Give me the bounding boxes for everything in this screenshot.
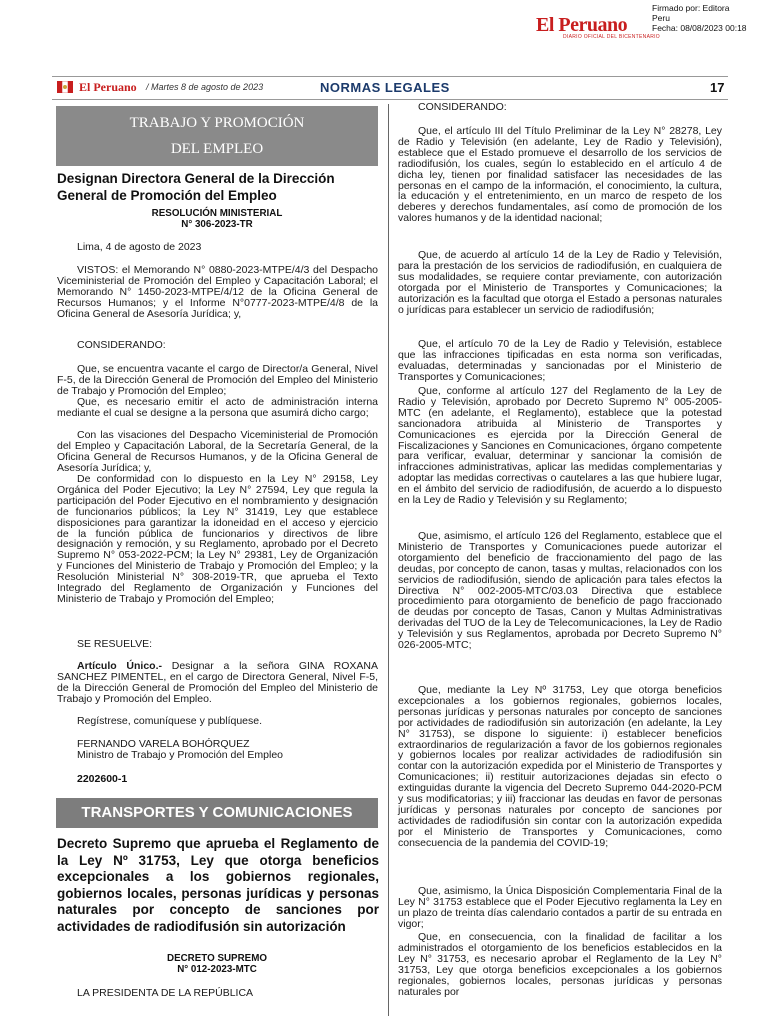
section-banner-trabajo <box>56 106 378 166</box>
resolution-number: N° 306-2023-TR <box>181 219 253 230</box>
signer-role: Ministro de Trabajo y Promoción del Empleo <box>77 749 284 761</box>
publication-code: 2202600-1 <box>77 773 128 785</box>
decree-number: N° 012-2023-MTC <box>177 964 257 975</box>
resolution-date: Lima, 4 de agosto de 2023 <box>77 241 202 253</box>
page-number: 17 <box>710 80 725 95</box>
se-resuelve-label: SE RESUELVE: <box>77 638 153 650</box>
signer-name: FERNANDO VARELA BOHÓRQUEZ <box>77 738 250 750</box>
header-date: / Martes 8 de agosto de 2023 <box>146 82 264 92</box>
vistos-paragraph: VISTOS: el Memorando N° 0880-2023-MTPE/4/3 del Despacho Viceministerial de Promoción del Empleo y Capacitación Laboral; el Memorando N° 1450-2023-MTPE/4/12 de la Oficina General de Recursos Humanos; y el Informe N°0777-2023-MTPE/4/8 de la Oficina General de Asesoría Jurídica; y, <box>57 264 378 320</box>
presidenta-line: LA PRESIDENTA DE LA REPÚBLICA <box>77 987 254 999</box>
el-peruano-tagline: DIARIO OFICIAL DEL BICENTENARIO <box>563 34 660 40</box>
decree-label: DECRETO SUPREMO <box>167 953 267 964</box>
article-unico-label: Artículo Único.- <box>77 660 162 672</box>
digital-signature <box>652 3 747 33</box>
column-divider <box>388 104 389 1016</box>
left-paragraph-2: Que, es necesario emitir el acto de administración interna mediante el cual se designe a la persona que asumirá dicho cargo; <box>57 396 378 419</box>
right-paragraph-6: Que, mediante la Ley Nº 31753, Ley que otorga beneficios excepcionales a los gobiernos regionales, gobiernos locales, personas jurídicas y personas naturales por concepto de sanciones por actividades de radiodifusión sin autorización (en adelante, la Ley N° 31753), se dispone lo siguiente: i) establecer beneficios extraordinarios de regularización a favor de los gobiernos regionales y gobiernos locales por realizar actividades de radiodifusión sin contar con la autorización expedida por el Ministerio de Transportes y Comunicaciones; ii) restituir autorizaciones dejadas sin efecto o extinguidas durante la vigencia del Decreto Supremo 044-2020-PCM y sus modificatorias; y iii) fraccionar las deudas en favor de personas jurídicas y personas naturales por concepto de sanciones por actividades de radiodifusión sin contar con la autorización expedida por el Ministerio de Transportes y Comunicaciones, como consecuencia de la pandemia del COVID-19; <box>398 684 722 849</box>
right-paragraph-1: Que, el artículo III del Título Preliminar de la Ley N° 28278, Ley de Radio y Televisión (en adelante, Ley de Radio y Televisión), establece que el Estado promueve el desarrollo de los servicios de radiodifusión, los cuales, según lo establecido en el artículo 4 de dicha ley, tienen por finalidad satisfacer las necesidades de las personas en el campo de la información, el conocimiento, la cultura, la educación y el entretenimiento, en un marco de respeto de los deberes y derechos fundamentales, así como de promoción de los valores humanos y de la identidad nacional; <box>398 125 722 225</box>
article-unico-paragraph <box>57 661 378 705</box>
right-paragraph-3: Que, el artículo 70 de la Ley de Radio y Televisión, establece que las infracciones tipificadas en esta norma son verificadas, evaluadas, determinadas y sancionadas por el Ministerio de Transportes y Comunicaciones; <box>398 338 722 383</box>
left-paragraph-4: De conformidad con lo dispuesto en la Ley N° 29158, Ley Orgánica del Poder Ejecutivo; la Ley N° 27594, Ley que regula la participación del Poder Ejecutivo en el nombramiento y designación de funcionarios públicos; la Ley N° 31419, Ley que establece disposiciones para garantizar la idoneidad en el acceso y ejercicio de la función pública de funcionarios y directivos de libre designación y remoción, y su Reglamento, aprobado por el Decreto Supremo N° 053-2022-PCM; la Ley N° 29381, Ley de Organización y Funciones del Ministerio de Trabajo y Promoción del Empleo; y la Resolución Ministerial N° 308-2019-TR, que aprueba el Texto Integrado del Reglamento de Organización y Funciones del Ministerio de Trabajo y Promoción del Empleo; <box>57 473 378 605</box>
header-bottom-rule <box>52 99 728 100</box>
article-title-designan: Designan Directora General de la Dirección General de Promoción del Empleo <box>57 171 335 203</box>
article-unico-text: Designar a la señora GINA ROXANA SANCHEZ PIMENTEL, en el cargo de Directora General, Nivel F-5, de la Dirección General de Promoción del Empleo del Ministerio de Trabajo y Promoción del Empleo. <box>57 660 379 705</box>
section-banner-line-2: DEL EMPLEO <box>170 141 264 157</box>
signature-line-3: Fecha: 08/08/2023 00:18 <box>652 23 747 33</box>
header-top-rule <box>52 76 728 77</box>
left-paragraph-1: Que, se encuentra vacante el cargo de Director/a General, Nivel F-5, de la Dirección General de Promoción del Empleo del Ministerio de Trabajo y Promoción del Empleo; <box>57 363 378 397</box>
header-section-title: NORMAS LEGALES <box>320 80 450 95</box>
peru-shield-icon <box>57 81 73 93</box>
resolution-label: RESOLUCIÓN MINISTERIAL <box>151 208 283 219</box>
right-paragraph-7: Que, asimismo, la Única Disposición Complementaria Final de la Ley N° 31753 establece que el Poder Ejecutivo reglamenta la Ley en un plazo de treinta días calendario contados a partir de su entrada en vigor; <box>398 885 722 930</box>
section-banner-transportes: TRANSPORTES Y COMUNICACIONES <box>56 798 378 828</box>
registrese-line: Regístrese, comuníquese y publíquese. <box>77 715 263 727</box>
right-paragraph-8: Que, en consecuencia, con la finalidad de facilitar a los administrados el otorgamiento de los beneficios establecidos en la Ley N° 31753, es necesario aprobar el Reglamento de la Ley N° 31753, Ley que otorga beneficios excepcionales a los gobiernos regionales, gobiernos locales, personas jurídicas y personas naturales por <box>398 931 722 998</box>
signature-line-1: Firmado por: Editora <box>652 3 730 13</box>
right-considerando-label: CONSIDERANDO: <box>418 101 507 113</box>
right-paragraph-2: Que, de acuerdo al artículo 14 de la Ley de Radio y Televisión, para la prestación de los servicios de radiodifusión, en cualquiera de sus modalidades, se requiere contar previamente, con autorización otorgada por el Ministerio de Transportes y Comunicaciones; la autorización es la facultad que otorga el Estado a personas naturales o jurídicas para establecer un servicio de radiodifusión; <box>398 249 722 316</box>
signature-line-2: Peru <box>652 13 670 23</box>
left-paragraph-3: Con las visaciones del Despacho Viceministerial de Promoción del Empleo y Capacitación Laboral, de la Secretaría General, de la Oficina General de Recursos Humanos, y de la Oficina General de Asesoría Jurídica; y, <box>57 429 378 474</box>
section-banner-line-1: TRABAJO Y PROMOCIÓN <box>129 115 305 131</box>
right-paragraph-4: Que, conforme al artículo 127 del Reglamento de la Ley de Radio y Televisión, aprobado por Decreto Supremo N° 005-2005-MTC (en adelante, el Reglamento), establece que la potestad sancionadora atribuida al Ministerio de Transportes y Comunicaciones es ejercida por la Dirección General de Fiscalizaciones y Sanciones en Comunicaciones, órgano competente para verificar, evaluar, determinar y sancionar la comisión de infracciones administrativas, aplicar las medidas complementarias y adoptar las medidas correctivas o cautelares a las que hubiere lugar, en el ámbito del servicio de radiodifusión, de acuerdo a lo dispuesto en la Ley de Radio y Televisión y su Reglamento; <box>398 385 722 507</box>
article-title-decreto: Decreto Supremo que aprueba el Reglamento de la Ley Nº 31753, Ley que otorga beneficios excepcionales a los gobiernos regionales, gobiernos locales, personas jurídicas y personas naturales por concepto de sanciones por actividades de radiodifusión sin autorización <box>57 836 379 934</box>
header-paper-name: El Peruano <box>79 80 137 94</box>
considerando-label: CONSIDERANDO: <box>77 339 166 351</box>
el-peruano-logo: El Peruano <box>536 14 628 36</box>
right-paragraph-5: Que, asimismo, el artículo 126 del Reglamento, establece que el Ministerio de Transportes y Comunicaciones puede autorizar el otorgamiento del beneficio de fraccionamiento del pago de las deudas, por concepto de canon, tasas y multas, relacionados con los servicios de radiodifusión, siendo de aplicación para tales efectos la Directiva N° 002-2005-MTC/03.03 Directiva que establece procedimiento para otorgamiento de beneficio de pago fraccionado de deudas por concepto de Tasas, Canon y Multas Administrativas derivadas del TUO de la Ley de Telecomunicaciones, la Ley de Radio y Televisión y sus Reglamentos, aprobada por Decreto Supremo N° 026-2005-MTC; <box>398 530 722 652</box>
